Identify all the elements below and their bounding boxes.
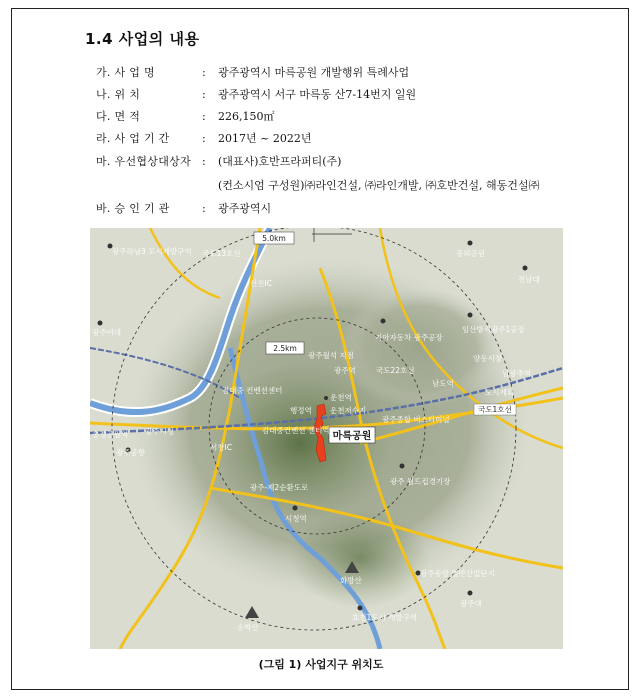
place-label: 광주하남3 도시개발구역 [112, 247, 192, 256]
info-label: 바. 승 인 기 관 [96, 202, 170, 215]
info-label: 가. 사 업 명 [96, 66, 155, 79]
place-label: 광주송암 일반산업단지 [420, 569, 495, 578]
place-label: 중외공원 [456, 249, 485, 258]
place-label: 김대중 컨벤션센터 [222, 386, 283, 395]
place-label: 전남대 [518, 275, 540, 284]
place-label: 기아자동차 광주공장 [375, 333, 443, 342]
place-label: 광주여대 [92, 328, 121, 337]
place-label: 화방산 [340, 576, 362, 585]
place-label: 김대중컨벤션 센터역 [262, 426, 330, 435]
info-value: (대표사)호반프라퍼티(주) [218, 155, 342, 168]
info-label: 다. 면 적 [96, 110, 141, 123]
info-sep: : [202, 66, 206, 79]
location-map [90, 228, 563, 649]
place-label: 광주역 [334, 366, 356, 375]
info-label: 마. 우선협상대상자 [96, 155, 192, 168]
place-label: 광주 월드컵경기장 [390, 477, 451, 486]
place-label: 국도13호선 [202, 249, 241, 258]
place-label: 시청역 [285, 514, 307, 523]
place-label: 남도역 [432, 379, 454, 388]
place-label: 서창IC [210, 443, 232, 452]
info-row-approval [96, 200, 271, 216]
info-row-area [96, 108, 275, 124]
place-label: 송정공원역 [92, 430, 129, 439]
info-row-consortium [96, 177, 539, 193]
place-label: 선진IC [250, 279, 272, 288]
place-label: 행정역 [290, 406, 312, 415]
info-label: 라. 사 업 기 간 [96, 132, 170, 145]
radius-2-5km-label: 2.5km [273, 344, 297, 353]
place-label: 광주대 [460, 599, 482, 608]
map-svg [90, 228, 563, 649]
place-label: 임산방직광주1공장 [462, 325, 525, 334]
info-value: 2017년 ~ 2022년 [218, 132, 312, 145]
place-label: 효천1도시 개발구역 [352, 613, 418, 622]
radius-5km-label: 5.0km [262, 234, 286, 243]
place-label: 광주공항 [116, 448, 145, 457]
info-row-bidder [96, 153, 341, 169]
figure-caption: (그림 1) 사업지구 위치도 [258, 658, 384, 671]
place-label: 광주종합 버스터미널 [382, 415, 450, 424]
info-sep: : [202, 110, 206, 123]
place-label: 양동시장 [473, 354, 502, 363]
place-label: 광주-제2순환도로 [250, 483, 309, 492]
place-label: 운천역 [330, 393, 352, 402]
place-label: 도시계획 [485, 388, 514, 397]
info-value: 광주광역시 마륵공원 개발행위 특례사업 [218, 66, 410, 79]
info-value: 226,150㎡ [218, 110, 275, 123]
place-label: 송학산 [237, 623, 259, 632]
info-label: 나. 위 치 [96, 88, 141, 101]
place-label: 광주시청 [145, 427, 174, 436]
section-title: 1.4 사업의 내용 [85, 30, 200, 48]
info-value: (컨소시엄 구성원)㈜라인건설, ㈜라인개발, ㈜호반건설, 해동건설㈜ [218, 179, 540, 192]
place-label: 광주월석 지점 [308, 351, 354, 360]
info-sep: : [202, 155, 206, 168]
info-row-period [96, 130, 311, 146]
place-label: 운천저수지 [330, 406, 367, 415]
place-label: 남광주역 [502, 369, 531, 378]
info-sep: : [202, 132, 206, 145]
info-value: 광주광역시 서구 마륵동 산7-14번지 일원 [218, 88, 417, 101]
place-label: 국도1호선 [478, 405, 512, 414]
urban-area-north [340, 288, 500, 408]
info-value: 광주광역시 [218, 202, 272, 215]
forest-area-south [290, 508, 430, 608]
place-label: 국도22호선 [376, 366, 415, 375]
info-sep: : [202, 88, 206, 101]
info-row-location [96, 86, 416, 102]
info-row-project-name [96, 64, 409, 80]
site-label: 마륵공원 [332, 431, 372, 442]
info-sep: : [202, 202, 206, 215]
